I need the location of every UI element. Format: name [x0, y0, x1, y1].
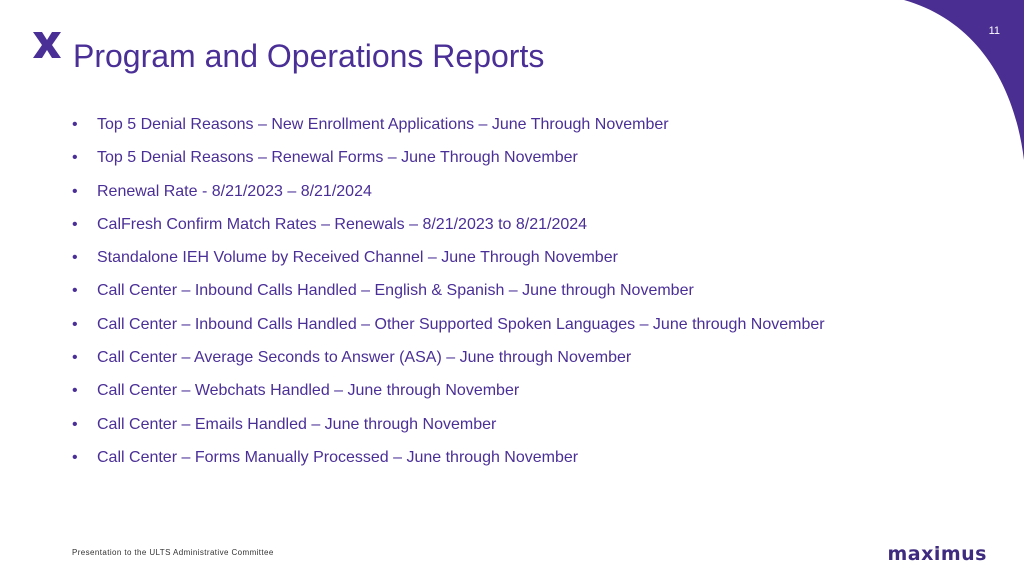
bullet-icon: • [72, 382, 78, 400]
list-item-text: CalFresh Confirm Match Rates – Renewals – 8/21/2023 to 8/21/2024 [97, 215, 588, 233]
list-item [72, 116, 825, 149]
list-item-text: Top 5 Denial Reasons – Renewal Forms – June Through November [97, 149, 578, 167]
list-item [72, 183, 825, 216]
list-item [72, 216, 825, 249]
list-item-text: Call Center – Webchats Handled – June through November [97, 382, 520, 400]
list-item [72, 282, 825, 315]
bullet-icon: • [72, 415, 78, 433]
bullet-icon: • [72, 116, 78, 133]
maximus-wordmark-logo: maximus [887, 543, 987, 565]
list-item-text: Call Center – Average Seconds to Answer (ASA) – June through November [97, 349, 632, 367]
list-item-text: Call Center – Forms Manually Processed – June through November [97, 448, 579, 466]
bullet-icon: • [72, 215, 78, 233]
page-number: 11 [988, 25, 1000, 37]
report-list [72, 116, 825, 482]
bullet-icon: • [72, 182, 78, 200]
list-item-text: Call Center – Emails Handled – June through November [97, 415, 497, 433]
list-item [72, 249, 825, 282]
list-item [72, 449, 825, 482]
bullet-icon: • [72, 315, 78, 333]
bullet-icon: • [72, 349, 78, 367]
list-item-text: Call Center – Inbound Calls Handled – English & Spanish – June through November [97, 282, 694, 300]
list-item-text: Call Center – Inbound Calls Handled – Other Supported Spoken Languages – June through November [97, 315, 825, 333]
list-item [72, 416, 825, 449]
bullet-icon: • [72, 149, 78, 167]
bullet-icon: • [72, 282, 78, 300]
list-item [72, 316, 825, 349]
list-item-text: Standalone IEH Volume by Received Channel – June Through November [97, 249, 618, 267]
maximus-x-logo-icon [32, 31, 62, 59]
page-title: Program and Operations Reports [73, 38, 545, 74]
bullet-icon: • [72, 249, 78, 267]
list-item-text: Renewal Rate - 8/21/2023 – 8/21/2024 [97, 182, 372, 200]
list-item [72, 382, 825, 415]
footer-note: Presentation to the ULTS Administrative Committee [72, 548, 274, 557]
list-item [72, 149, 825, 182]
list-item [72, 349, 825, 382]
corner-decoration [864, 0, 1024, 160]
list-item-text: Top 5 Denial Reasons – New Enrollment Applications – June Through November [97, 116, 669, 133]
bullet-icon: • [72, 448, 78, 466]
